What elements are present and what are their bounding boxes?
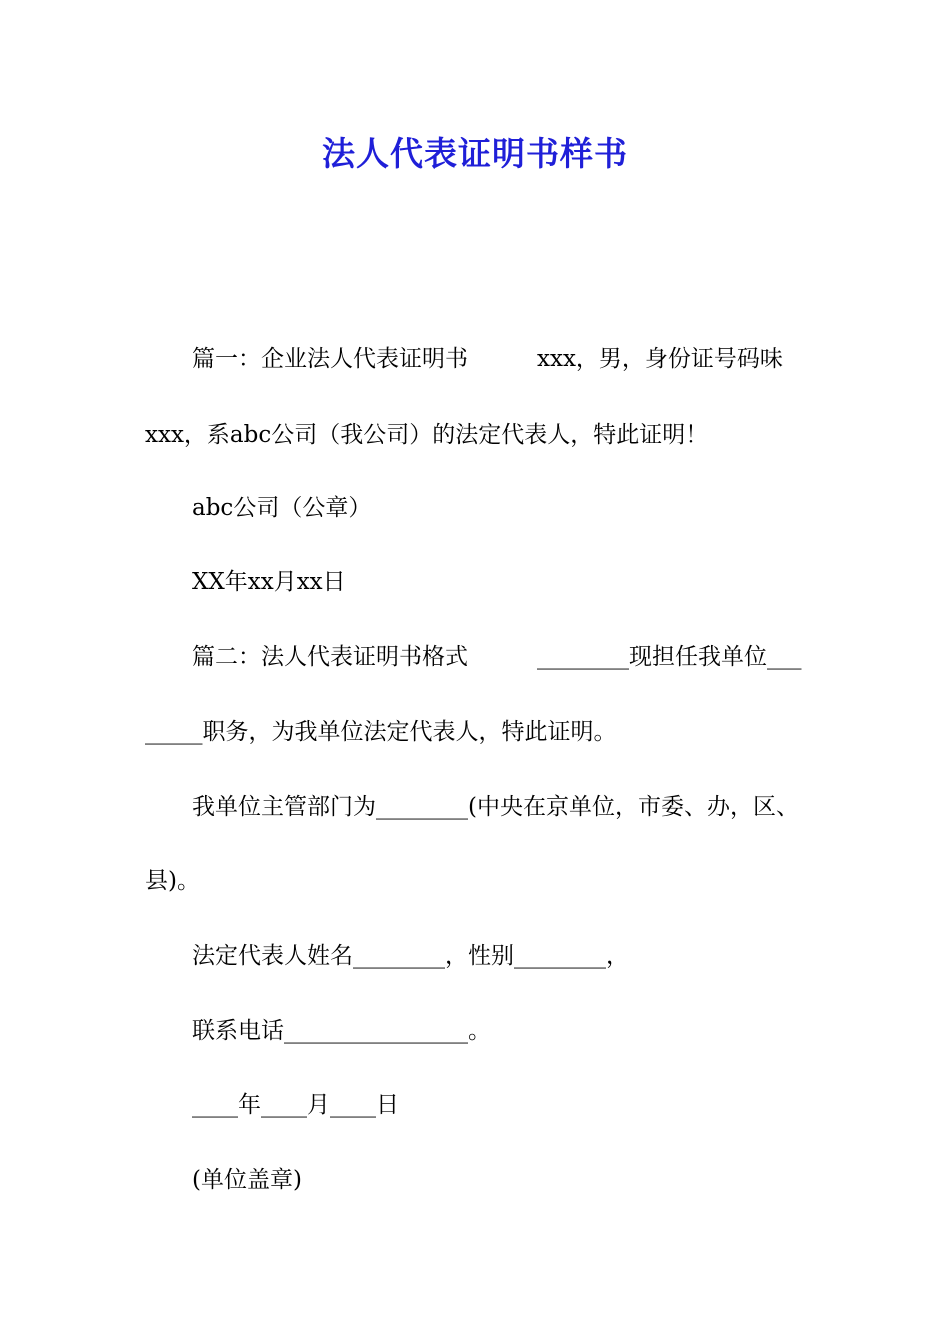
paragraph-line: xxx，系abc公司（我公司）的法定代表人，特此证明！	[145, 422, 709, 448]
paragraph-line: XX年xx月xx日	[192, 569, 346, 595]
paragraph-line: 联系电话________________。	[192, 1018, 491, 1044]
document-title: 法人代表证明书样书	[322, 134, 628, 173]
paragraph-line: ____年____月____日	[192, 1092, 399, 1118]
paragraph-line: 法定代表人姓名________，性别________，	[192, 943, 629, 969]
paragraph-line: 篇一：企业法人代表证明书 xxx，男，身份证号码味	[192, 346, 783, 372]
paragraph-line: 县)。	[145, 868, 200, 894]
paragraph-line: 我单位主管部门为________(中央在京单位，市委、办，区、	[192, 794, 799, 820]
paragraph-line: _____职务，为我单位法定代表人，特此证明。	[145, 719, 617, 745]
paragraph-line: abc公司（公章）	[192, 495, 372, 521]
paragraph-line: (单位盖章)	[192, 1167, 302, 1193]
paragraph-line: 篇二：法人代表证明书格式 ________现担任我单位___	[192, 644, 802, 670]
